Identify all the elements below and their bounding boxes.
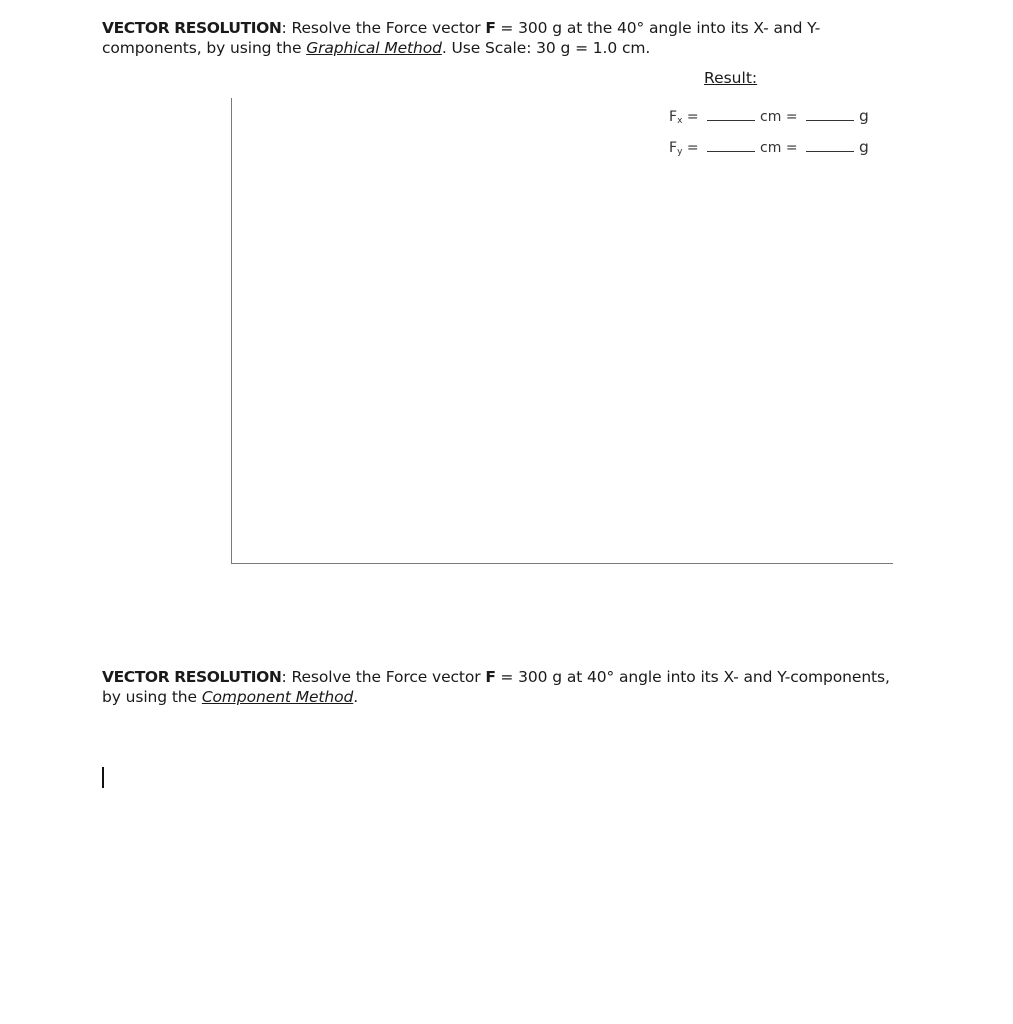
result-row-fx [669,107,869,130]
graphical-method-problem [102,18,862,58]
problem-text: by using the [102,688,202,706]
fy-equals: = [682,140,704,156]
result-title: Result: [704,69,758,87]
problem-line-1 [102,18,862,38]
text-cursor[interactable] [102,767,104,788]
method-name: Graphical Method [306,39,442,57]
fx-subscript: x [677,116,683,126]
fx-cm-unit: cm = [760,109,802,125]
result-row-fy [669,138,869,161]
fy-cm-unit: cm = [760,140,802,156]
vector-symbol: F [485,668,496,686]
method-name: Component Method [201,688,354,706]
problem-text: : Resolve the Force vector [281,668,486,686]
fy-g-blank[interactable] [806,139,854,152]
vector-symbol: F [485,19,496,37]
fx-cm-blank[interactable] [707,108,755,121]
fx-equals: = [682,109,704,125]
problem-text: : Resolve the Force vector [281,19,486,37]
y-axis-line [231,98,232,564]
problem-line-2 [102,38,862,58]
fy-g-unit: g [859,138,869,156]
problem-text: = 300 g at 40° angle into its X- and Y-components, [495,668,890,686]
fx-symbol: F [669,109,678,125]
problem-line-1 [102,667,922,687]
fx-g-unit: g [859,107,869,125]
fy-symbol: F [669,140,678,156]
fy-subscript: y [677,147,683,157]
component-method-problem [102,667,922,707]
fx-g-blank[interactable] [806,108,854,121]
problem-line-2 [102,687,922,707]
problem-heading: VECTOR RESOLUTION [102,668,282,686]
fy-cm-blank[interactable] [707,139,755,152]
problem-text: components, by using the [102,39,307,57]
problem-heading: VECTOR RESOLUTION [102,19,282,37]
x-axis-line [231,563,893,564]
problem-text: . [353,688,359,706]
problem-text: . Use Scale: 30 g = 1.0 cm. [441,39,651,57]
problem-text: = 300 g at the 40° angle into its X- and Y- [495,19,821,37]
